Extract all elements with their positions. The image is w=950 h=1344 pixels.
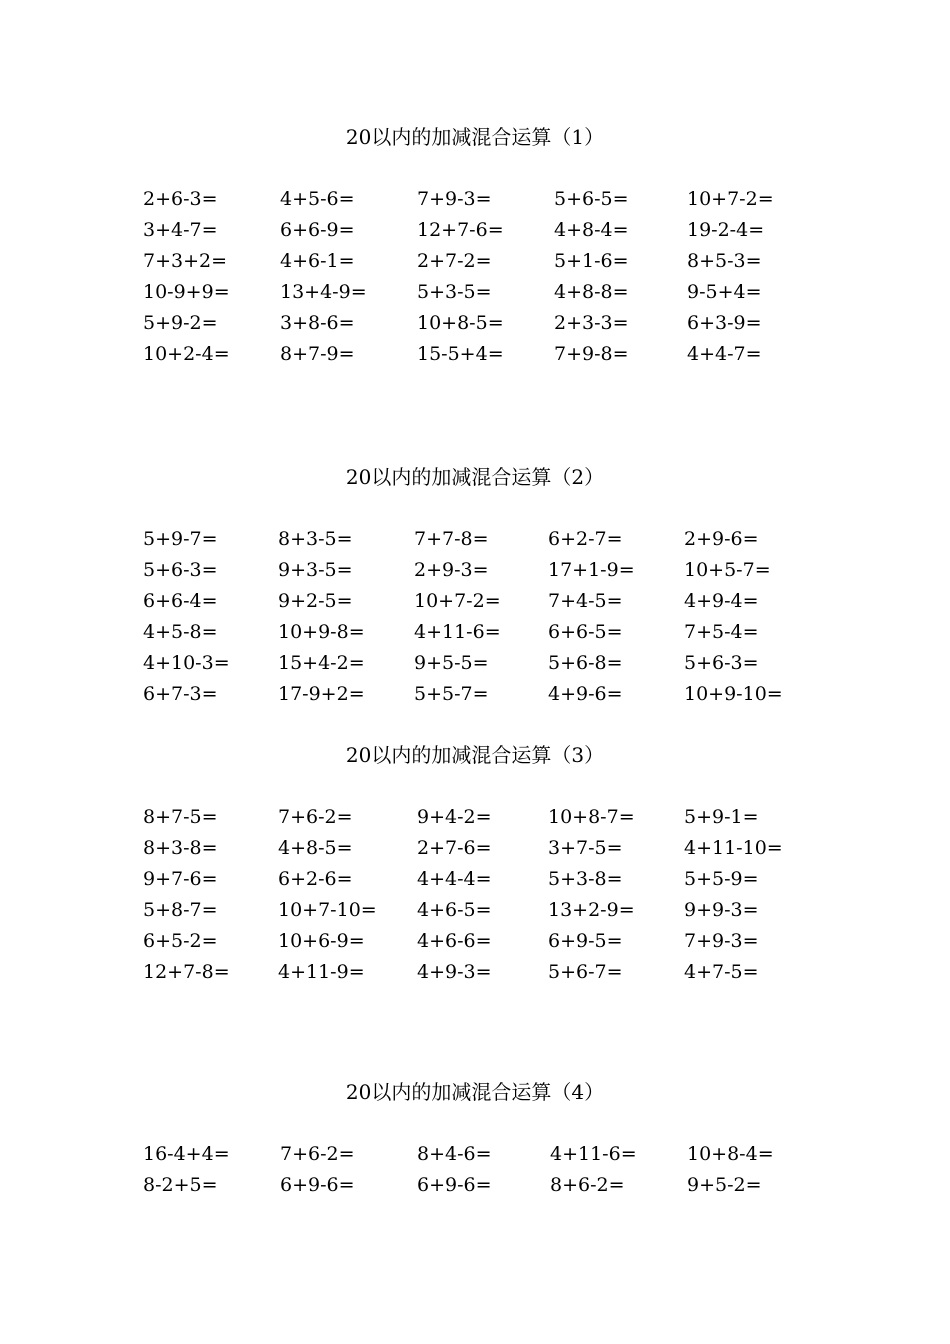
math-problem: 7+6-2= bbox=[280, 1143, 355, 1165]
math-problem: 7+9-3= bbox=[417, 188, 492, 210]
math-problem: 10+8-7= bbox=[548, 806, 635, 828]
problem-row bbox=[0, 682, 950, 706]
math-problem: 15+4-2= bbox=[278, 651, 365, 674]
math-problem: 6+2-7= bbox=[548, 528, 623, 550]
math-problem: 6+9-5= bbox=[548, 929, 623, 952]
math-problem: 4+11-6= bbox=[550, 1143, 637, 1165]
math-problem: 12+7-8= bbox=[143, 960, 230, 983]
math-problem: 10+8-4= bbox=[687, 1143, 774, 1165]
math-problem: 4+4-4= bbox=[417, 867, 492, 890]
math-problem: 2+9-3= bbox=[414, 558, 489, 581]
math-problem: 5+3-8= bbox=[548, 867, 623, 890]
math-problem: 13+4-9= bbox=[280, 280, 367, 303]
math-problem: 15-5+4= bbox=[417, 342, 504, 365]
math-problem: 3+8-6= bbox=[280, 311, 355, 334]
math-problem: 10+5-7= bbox=[684, 558, 771, 581]
math-problem: 7+6-2= bbox=[278, 806, 353, 828]
problem-row bbox=[0, 960, 950, 984]
math-problem: 4+6-1= bbox=[280, 249, 355, 272]
math-problem: 6+9-6= bbox=[417, 1174, 492, 1196]
math-problem: 9-5+4= bbox=[687, 280, 762, 303]
math-problem: 10+9-8= bbox=[278, 620, 365, 643]
math-problem: 10+6-9= bbox=[278, 929, 365, 952]
math-problem: 10+8-5= bbox=[417, 311, 504, 334]
math-problem: 4+4-7= bbox=[687, 342, 762, 365]
math-problem: 7+9-8= bbox=[554, 342, 629, 365]
math-problem: 9+9-3= bbox=[684, 898, 759, 921]
math-problem: 6+6-5= bbox=[548, 620, 623, 643]
problem-row bbox=[0, 1173, 950, 1197]
math-problem: 9+5-2= bbox=[687, 1174, 762, 1196]
math-problem: 8+6-2= bbox=[550, 1174, 625, 1196]
math-problem: 6+5-2= bbox=[143, 929, 218, 952]
problem-row bbox=[0, 342, 950, 366]
math-problem: 4+11-6= bbox=[414, 620, 501, 643]
problem-row bbox=[0, 280, 950, 304]
math-problem: 7+9-3= bbox=[684, 929, 759, 952]
math-problem: 5+5-7= bbox=[414, 682, 489, 705]
math-problem: 8+7-5= bbox=[143, 806, 218, 828]
math-problem: 2+7-2= bbox=[417, 249, 492, 272]
math-problem: 6+6-9= bbox=[280, 218, 355, 241]
problem-row bbox=[0, 620, 950, 644]
math-problem: 3+4-7= bbox=[143, 218, 218, 241]
math-problem: 6+9-6= bbox=[280, 1174, 355, 1196]
math-problem: 7+7-8= bbox=[414, 528, 489, 550]
section-title: 20以内的加减混合运算（1） bbox=[345, 125, 605, 149]
section-title: 20以内的加减混合运算（4） bbox=[345, 1080, 605, 1104]
math-problem: 4+8-8= bbox=[554, 280, 629, 303]
problem-row bbox=[0, 805, 950, 829]
math-problem: 4+11-9= bbox=[278, 960, 365, 983]
math-problem: 9+5-5= bbox=[414, 651, 489, 674]
math-problem: 2+6-3= bbox=[143, 188, 218, 210]
problem-row bbox=[0, 589, 950, 613]
problem-row bbox=[0, 651, 950, 675]
math-problem: 13+2-9= bbox=[548, 898, 635, 921]
math-problem: 10+2-4= bbox=[143, 342, 230, 365]
math-problem: 19-2-4= bbox=[687, 218, 765, 241]
math-problem: 5+6-3= bbox=[684, 651, 759, 674]
math-problem: 10+7-2= bbox=[414, 589, 501, 612]
math-problem: 8+3-8= bbox=[143, 836, 218, 859]
math-problem: 16-4+4= bbox=[143, 1143, 230, 1165]
math-problem: 4+5-8= bbox=[143, 620, 218, 643]
math-problem: 5+6-8= bbox=[548, 651, 623, 674]
math-problem: 4+7-5= bbox=[684, 960, 759, 983]
math-problem: 3+7-5= bbox=[548, 836, 623, 859]
math-problem: 2+9-6= bbox=[684, 528, 759, 550]
math-problem: 9+4-2= bbox=[417, 806, 492, 828]
math-problem: 4+8-5= bbox=[278, 836, 353, 859]
section-title: 20以内的加减混合运算（3） bbox=[345, 743, 605, 767]
math-problem: 4+6-6= bbox=[417, 929, 492, 952]
math-problem: 17+1-9= bbox=[548, 558, 635, 581]
section-title: 20以内的加减混合运算（2） bbox=[345, 465, 605, 489]
math-problem: 6+7-3= bbox=[143, 682, 218, 705]
problem-row bbox=[0, 836, 950, 860]
problem-row bbox=[0, 1142, 950, 1166]
math-problem: 10+7-2= bbox=[687, 188, 774, 210]
math-problem: 7+5-4= bbox=[684, 620, 759, 643]
math-problem: 4+10-3= bbox=[143, 651, 230, 674]
math-problem: 2+7-6= bbox=[417, 836, 492, 859]
math-problem: 5+5-9= bbox=[684, 867, 759, 890]
math-problem: 5+9-1= bbox=[684, 806, 759, 828]
math-problem: 4+9-4= bbox=[684, 589, 759, 612]
math-problem: 6+2-6= bbox=[278, 867, 353, 890]
math-problem: 6+6-4= bbox=[143, 589, 218, 612]
math-problem: 2+3-3= bbox=[554, 311, 629, 334]
problem-row bbox=[0, 527, 950, 551]
math-problem: 10-9+9= bbox=[143, 280, 230, 303]
math-problem: 4+9-6= bbox=[548, 682, 623, 705]
math-problem: 7+4-5= bbox=[548, 589, 623, 612]
math-problem: 17-9+2= bbox=[278, 682, 365, 705]
math-problem: 8+3-5= bbox=[278, 528, 353, 550]
problem-row bbox=[0, 311, 950, 335]
math-problem: 8+4-6= bbox=[417, 1143, 492, 1165]
math-problem: 5+9-7= bbox=[143, 528, 218, 550]
problem-row bbox=[0, 867, 950, 891]
math-problem: 9+2-5= bbox=[278, 589, 353, 612]
math-problem: 12+7-6= bbox=[417, 218, 504, 241]
math-problem: 4+9-3= bbox=[417, 960, 492, 983]
problem-row bbox=[0, 249, 950, 273]
math-problem: 5+8-7= bbox=[143, 898, 218, 921]
math-problem: 5+1-6= bbox=[554, 249, 629, 272]
math-problem: 4+8-4= bbox=[554, 218, 629, 241]
math-problem: 4+5-6= bbox=[280, 188, 355, 210]
problem-row bbox=[0, 898, 950, 922]
math-problem: 8-2+5= bbox=[143, 1174, 218, 1196]
math-problem: 10+7-10= bbox=[278, 898, 377, 921]
math-problem: 5+6-3= bbox=[143, 558, 218, 581]
math-problem: 4+11-10= bbox=[684, 836, 783, 859]
math-problem: 6+3-9= bbox=[687, 311, 762, 334]
math-problem: 9+3-5= bbox=[278, 558, 353, 581]
math-problem: 9+7-6= bbox=[143, 867, 218, 890]
problem-row bbox=[0, 218, 950, 242]
problem-row bbox=[0, 187, 950, 211]
math-problem: 5+9-2= bbox=[143, 311, 218, 334]
problem-row bbox=[0, 929, 950, 953]
math-problem: 8+5-3= bbox=[687, 249, 762, 272]
problem-row bbox=[0, 558, 950, 582]
math-problem: 5+3-5= bbox=[417, 280, 492, 303]
math-problem: 5+6-5= bbox=[554, 188, 629, 210]
math-problem: 10+9-10= bbox=[684, 682, 783, 705]
math-problem: 5+6-7= bbox=[548, 960, 623, 983]
math-problem: 7+3+2= bbox=[143, 249, 228, 272]
math-problem: 8+7-9= bbox=[280, 342, 355, 365]
math-problem: 4+6-5= bbox=[417, 898, 492, 921]
